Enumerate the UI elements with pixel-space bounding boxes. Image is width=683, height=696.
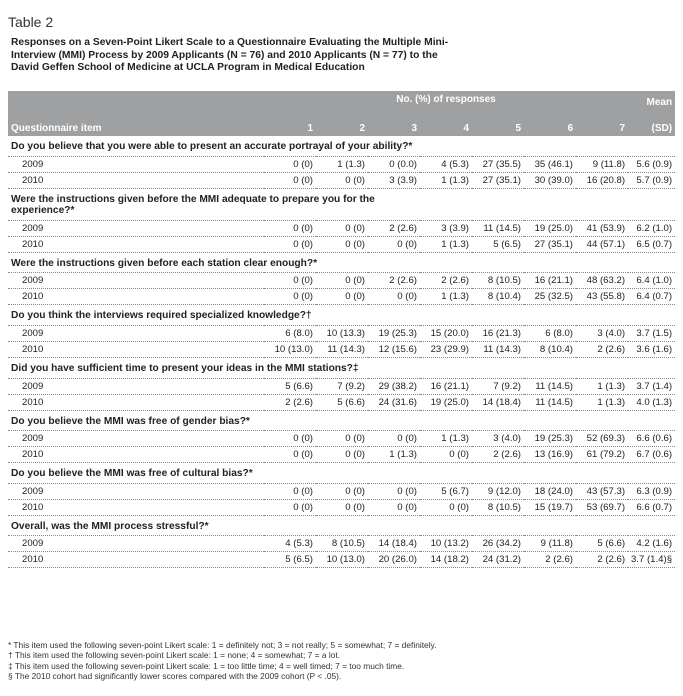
response-cell: 1 (1.3): [420, 172, 472, 188]
header-group-label: No. (%) of responses: [264, 91, 628, 108]
table-row: [8, 499, 675, 515]
question-row: [8, 357, 675, 378]
footnote: † This item used the following seven-point Likert scale: 1 = none; 4 = somewhat; 7 = a lot.: [8, 650, 341, 661]
response-cell: 24 (31.2): [472, 552, 524, 568]
response-cell: 0 (0): [264, 431, 316, 447]
response-cell: 13 (16.9): [524, 447, 576, 463]
response-cell: 3 (3.9): [368, 172, 420, 188]
table-label: Table 2: [8, 14, 54, 30]
response-cell: 20 (26.0): [368, 552, 420, 568]
response-cell: 0 (0): [264, 483, 316, 499]
row-year: 2009: [8, 156, 264, 172]
question-row-filler: [420, 515, 675, 536]
response-cell: 0 (0): [264, 273, 316, 289]
question-row: [8, 188, 675, 220]
response-cell: 0 (0): [264, 172, 316, 188]
response-cell: 1 (1.3): [420, 289, 472, 305]
response-cell: 8 (10.5): [472, 499, 524, 515]
response-cell: 26 (34.2): [472, 536, 524, 552]
mean-sd-cell: 6.4 (1.0): [628, 273, 675, 289]
question-text: Do you believe the MMI was free of gender bias?*: [8, 410, 420, 431]
response-cell: 14 (18.2): [420, 552, 472, 568]
response-cell: 19 (25.0): [524, 220, 576, 236]
response-cell: 8 (10.5): [472, 273, 524, 289]
mean-sd-cell: 6.6 (0.7): [628, 499, 675, 515]
response-cell: 10 (13.2): [420, 536, 472, 552]
response-cell: 16 (21.1): [420, 378, 472, 394]
footnote: § The 2010 cohort had significantly lower scores compared with the 2009 cohort (P < .05).: [8, 671, 342, 682]
header-col-2: 2: [316, 108, 368, 136]
header-col-6: 6: [524, 108, 576, 136]
response-cell: 0 (0): [316, 447, 368, 463]
row-year: 2010: [8, 236, 264, 252]
response-cell: 11 (14.5): [524, 394, 576, 410]
table-row: [8, 431, 675, 447]
table-row: [8, 552, 675, 568]
question-row-filler: [420, 463, 675, 484]
question-row: [8, 252, 675, 273]
question-text: Overall, was the MMI process stressful?*: [8, 515, 420, 536]
mean-sd-cell: 6.5 (0.7): [628, 236, 675, 252]
response-cell: 15 (19.7): [524, 499, 576, 515]
table-row: [8, 483, 675, 499]
response-cell: 11 (14.3): [472, 341, 524, 357]
response-cell: 2 (2.6): [524, 552, 576, 568]
response-cell: 3 (4.0): [576, 325, 628, 341]
question-row-filler: [420, 136, 675, 156]
header-item-col: Questionnaire item: [8, 108, 264, 136]
response-cell: 16 (20.8): [576, 172, 628, 188]
mean-sd-cell: 4.2 (1.6): [628, 536, 675, 552]
question-text: Were the instructions given before the MMI adequate to prepare you for the experience?*: [8, 188, 420, 220]
response-cell: 43 (55.8): [576, 289, 628, 305]
response-cell: 19 (25.0): [420, 394, 472, 410]
response-cell: 2 (2.6): [420, 273, 472, 289]
question-row: [8, 463, 675, 484]
response-cell: 0 (0): [264, 499, 316, 515]
table-row: [8, 273, 675, 289]
question-row-filler: [420, 410, 675, 431]
response-cell: 0 (0): [316, 220, 368, 236]
response-cell: 4 (5.3): [264, 536, 316, 552]
row-year: 2010: [8, 394, 264, 410]
response-cell: 0 (0): [316, 236, 368, 252]
response-cell: 27 (35.1): [472, 172, 524, 188]
response-cell: 19 (25.3): [368, 325, 420, 341]
table-caption: Responses on a Seven-Point Likert Scale to a Questionnaire Evaluating the Multiple Mini-Interview (MMI) Process by 2009 Applicants (N = 76) and 2010 Applicants (N = 77) to the David Geffen School of Medicine at UCLA Program in Medical Education: [11, 37, 449, 73]
response-cell: 12 (15.6): [368, 341, 420, 357]
row-year: 2010: [8, 447, 264, 463]
question-row-filler: [420, 305, 675, 326]
response-cell: 14 (18.4): [472, 394, 524, 410]
table-body: [8, 136, 675, 568]
table-row: [8, 220, 675, 236]
question-text: Did you have sufficient time to present your ideas in the MMI stations?‡: [8, 357, 420, 378]
response-cell: 61 (79.2): [576, 447, 628, 463]
response-cell: 16 (21.3): [472, 325, 524, 341]
header-col-1: 1: [264, 108, 316, 136]
response-cell: 10 (13.0): [264, 341, 316, 357]
response-cell: 29 (38.2): [368, 378, 420, 394]
response-cell: 10 (13.0): [316, 552, 368, 568]
response-cell: 9 (12.0): [472, 483, 524, 499]
response-cell: 0 (0): [316, 273, 368, 289]
response-cell: 2 (2.6): [264, 394, 316, 410]
response-cell: 24 (31.6): [368, 394, 420, 410]
question-text: Do you believe the MMI was free of cultural bias?*: [8, 463, 420, 484]
response-cell: 4 (5.3): [420, 156, 472, 172]
response-cell: 11 (14.5): [472, 220, 524, 236]
response-cell: 3 (4.0): [472, 431, 524, 447]
response-cell: 1 (1.3): [316, 156, 368, 172]
question-text: Were the instructions given before each station clear enough?*: [8, 252, 420, 273]
response-cell: 35 (46.1): [524, 156, 576, 172]
header-spacer: [8, 91, 264, 108]
results-table-container: [8, 91, 675, 568]
response-cell: 0 (0): [368, 289, 420, 305]
response-cell: 5 (6.5): [264, 552, 316, 568]
table-row: [8, 289, 675, 305]
row-year: 2010: [8, 172, 264, 188]
question-row: [8, 515, 675, 536]
header-col-7: 7: [576, 108, 628, 136]
mean-sd-cell: 3.6 (1.6): [628, 341, 675, 357]
header-col-5: 5: [472, 108, 524, 136]
response-cell: 2 (2.6): [576, 341, 628, 357]
table-row: [8, 156, 675, 172]
response-cell: 0 (0): [264, 236, 316, 252]
response-cell: 2 (2.6): [368, 273, 420, 289]
mean-sd-cell: 5.6 (0.9): [628, 156, 675, 172]
response-cell: 2 (2.6): [576, 552, 628, 568]
response-cell: 5 (6.7): [420, 483, 472, 499]
response-cell: 0 (0): [264, 289, 316, 305]
question-text: Do you believe that you were able to present an accurate portrayal of your ability?*: [8, 136, 420, 156]
response-cell: 27 (35.5): [472, 156, 524, 172]
header-mean-line2: (SD): [628, 108, 675, 136]
row-year: 2010: [8, 552, 264, 568]
question-row: [8, 305, 675, 326]
row-year: 2010: [8, 289, 264, 305]
mean-sd-cell: 3.7 (1.4)§: [628, 552, 675, 568]
response-cell: 9 (11.8): [524, 536, 576, 552]
response-cell: 0 (0): [316, 483, 368, 499]
table-row: [8, 172, 675, 188]
response-cell: 0 (0): [368, 499, 420, 515]
response-cell: 48 (63.2): [576, 273, 628, 289]
response-cell: 1 (1.3): [420, 236, 472, 252]
response-cell: 8 (10.5): [316, 536, 368, 552]
response-cell: 0 (0): [316, 289, 368, 305]
question-row-filler: [420, 188, 675, 220]
response-cell: 5 (6.5): [472, 236, 524, 252]
response-cell: 30 (39.0): [524, 172, 576, 188]
response-cell: 1 (1.3): [420, 431, 472, 447]
mean-sd-cell: 3.7 (1.5): [628, 325, 675, 341]
response-cell: 6 (8.0): [264, 325, 316, 341]
response-cell: 7 (9.2): [472, 378, 524, 394]
response-cell: 3 (3.9): [420, 220, 472, 236]
row-year: 2010: [8, 341, 264, 357]
response-cell: 23 (29.9): [420, 341, 472, 357]
question-row: [8, 410, 675, 431]
response-cell: 0 (0): [420, 447, 472, 463]
row-year: 2009: [8, 325, 264, 341]
response-cell: 6 (8.0): [524, 325, 576, 341]
response-cell: 1 (1.3): [368, 447, 420, 463]
response-cell: 52 (69.3): [576, 431, 628, 447]
response-cell: 9 (11.8): [576, 156, 628, 172]
mean-sd-cell: 6.7 (0.6): [628, 447, 675, 463]
row-year: 2009: [8, 273, 264, 289]
response-cell: 0 (0): [316, 172, 368, 188]
response-cell: 8 (10.4): [524, 341, 576, 357]
mean-sd-cell: 6.6 (0.6): [628, 431, 675, 447]
response-cell: 43 (57.3): [576, 483, 628, 499]
response-cell: 1 (1.3): [576, 394, 628, 410]
header-col-4: 4: [420, 108, 472, 136]
response-cell: 7 (9.2): [316, 378, 368, 394]
response-cell: 0 (0): [368, 431, 420, 447]
response-cell: 0 (0): [264, 220, 316, 236]
mean-sd-cell: 6.3 (0.9): [628, 483, 675, 499]
footnotes: [8, 640, 678, 682]
table-row: [8, 236, 675, 252]
mean-sd-cell: 4.0 (1.3): [628, 394, 675, 410]
response-cell: 14 (18.4): [368, 536, 420, 552]
mean-sd-cell: 6.4 (0.7): [628, 289, 675, 305]
question-row-filler: [420, 357, 675, 378]
response-cell: 2 (2.6): [472, 447, 524, 463]
response-cell: 10 (13.3): [316, 325, 368, 341]
response-cell: 15 (20.0): [420, 325, 472, 341]
response-cell: 11 (14.3): [316, 341, 368, 357]
row-year: 2009: [8, 483, 264, 499]
footnote: * This item used the following seven-point Likert scale: 1 = definitely not; 3 = not really; 5 = somewhat; 7 = definitely.: [8, 640, 437, 650]
response-cell: 41 (53.9): [576, 220, 628, 236]
question-row-filler: [420, 252, 675, 273]
mean-sd-cell: 5.7 (0.9): [628, 172, 675, 188]
response-cell: 5 (6.6): [576, 536, 628, 552]
response-cell: 0 (0.0): [368, 156, 420, 172]
response-cell: 11 (14.5): [524, 378, 576, 394]
table-row: [8, 341, 675, 357]
table-row: [8, 394, 675, 410]
row-year: 2009: [8, 220, 264, 236]
response-cell: 0 (0): [264, 447, 316, 463]
table-row: [8, 536, 675, 552]
mean-sd-cell: 3.7 (1.4): [628, 378, 675, 394]
header-col-3: 3: [368, 108, 420, 136]
response-cell: 8 (10.4): [472, 289, 524, 305]
table-header: [8, 91, 675, 136]
question-row: [8, 136, 675, 156]
response-cell: 0 (0): [368, 483, 420, 499]
response-cell: 1 (1.3): [576, 378, 628, 394]
response-cell: 0 (0): [368, 236, 420, 252]
table-row: [8, 325, 675, 341]
row-year: 2010: [8, 499, 264, 515]
response-cell: 25 (32.5): [524, 289, 576, 305]
response-cell: 5 (6.6): [264, 378, 316, 394]
response-cell: 44 (57.1): [576, 236, 628, 252]
row-year: 2009: [8, 536, 264, 552]
response-cell: 18 (24.0): [524, 483, 576, 499]
footnote: ‡ This item used the following seven-point Likert scale: 1 = too little time; 4 = well timed; 7 = too much time.: [8, 660, 405, 671]
response-cell: 27 (35.1): [524, 236, 576, 252]
response-cell: 2 (2.6): [368, 220, 420, 236]
header-mean-line1: Mean: [628, 91, 675, 108]
table-row: [8, 447, 675, 463]
results-table: [8, 91, 675, 568]
table-row: [8, 378, 675, 394]
response-cell: 16 (21.1): [524, 273, 576, 289]
question-text: Do you think the interviews required specialized knowledge?†: [8, 305, 420, 326]
response-cell: 0 (0): [316, 499, 368, 515]
response-cell: 53 (69.7): [576, 499, 628, 515]
mean-sd-cell: 6.2 (1.0): [628, 220, 675, 236]
response-cell: 0 (0): [316, 431, 368, 447]
response-cell: 0 (0): [420, 499, 472, 515]
response-cell: 5 (6.6): [316, 394, 368, 410]
row-year: 2009: [8, 378, 264, 394]
response-cell: 19 (25.3): [524, 431, 576, 447]
response-cell: 0 (0): [264, 156, 316, 172]
row-year: 2009: [8, 431, 264, 447]
